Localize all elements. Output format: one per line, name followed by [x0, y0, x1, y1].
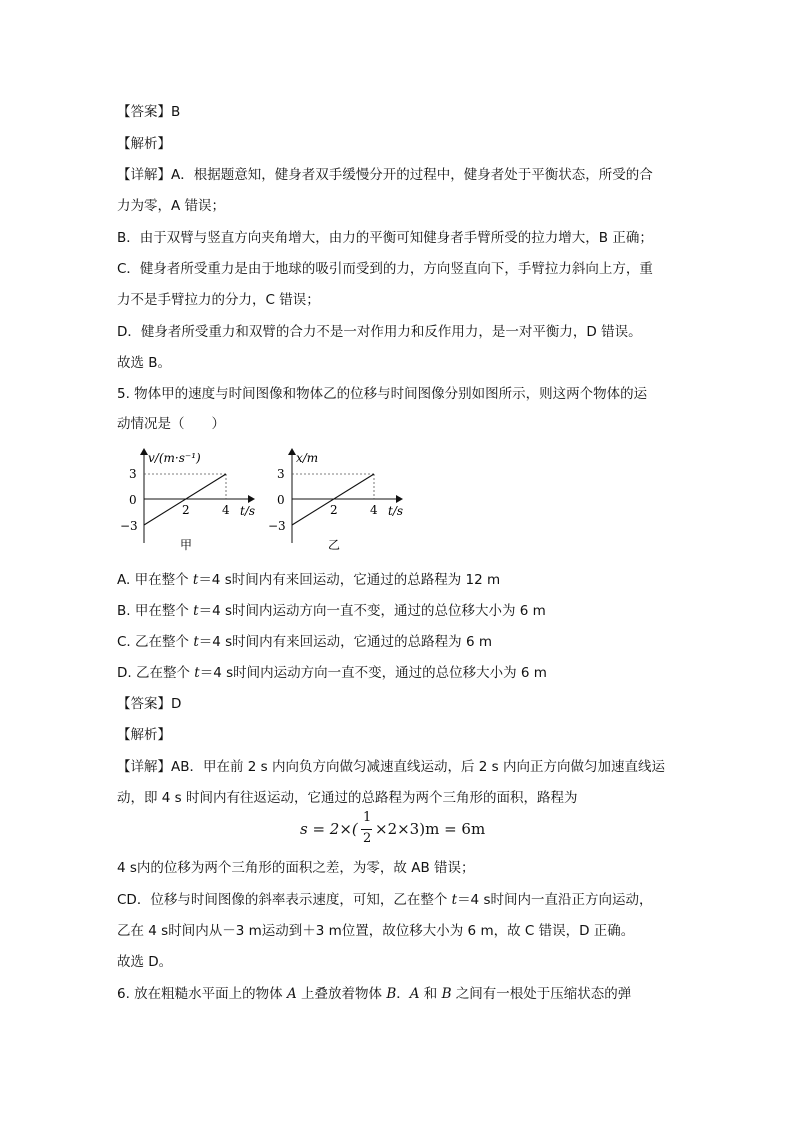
graph-jia-caption: 甲 — [180, 538, 193, 552]
q5-option-a-var: t — [192, 572, 199, 588]
graph-jia-y-tick-0: 0 — [129, 493, 137, 507]
q5-detail-4 — [117, 890, 677, 910]
graph-jia-y-label: v/(m·s⁻¹) — [148, 451, 201, 465]
graph-jia-x-label: t/s — [240, 504, 256, 518]
graph-yi-x-tick-2: 2 — [330, 503, 338, 517]
q5-option-a-prefix: A. 甲在整个 — [117, 572, 193, 588]
q5-detail-2: 动，即 4 s 时间内有往返运动，它通过的总路程为两个三角形的面积，路程为 — [117, 790, 578, 806]
q4-detail-3: B．由于双臂与竖直方向夹角增大，由力的平衡可知健身者手臂所受的拉力增大，B 正确； — [117, 230, 653, 246]
graph-yi-y-tick-3: 3 — [277, 467, 285, 481]
q4-detail-4: C．健身者所受重力是由于地球的吸引而受到的力，方向竖直向下，手臂拉力斜向上方，重 — [117, 261, 653, 277]
formula-fraction-bar — [361, 829, 372, 830]
q6-var-b2: B — [441, 986, 452, 1002]
q5-option-d-suffix: ＝4 s时间内运动方向一直不变，通过的总位移大小为 6 m — [199, 665, 547, 681]
q5-option-d — [117, 663, 677, 683]
q5-detail-1: 【详解】AB．甲在前 2 s 内向负方向做匀减速直线运动，后 2 s 内向正方向做匀加速直线运 — [117, 759, 665, 775]
graph-yi-y-label: x/m — [296, 451, 319, 465]
q6-var-b: B — [386, 986, 397, 1002]
graph-yi-y-tick-neg3: −3 — [268, 519, 286, 533]
q4-conclusion: 故选 B。 — [117, 355, 172, 371]
q5-stem-1: 5. 物体甲的速度与时间图像和物体乙的位移与时间图像分别如图所示，则这两个物体的运 — [117, 386, 648, 402]
q4-answer: 【答案】B — [117, 104, 181, 120]
q5-detail-3: 4 s内的位移为两个三角形的面积之差，为零，故 AB 错误； — [117, 860, 475, 876]
q4-detail-6: D．健身者所受重力和双臂的合力不是一对作用力和反作用力，是一对平衡力，D 错误。 — [117, 324, 642, 340]
q5-detail-4a: CD．位移与时间图像的斜率表示速度，可知，乙在整个 — [117, 892, 452, 908]
q5-graphs-figure — [118, 443, 418, 558]
graph-yi-y-tick-0: 0 — [277, 493, 285, 507]
q5-option-c-var: t — [193, 634, 199, 650]
q5-option-c-prefix: C. 乙在整个 — [117, 634, 194, 650]
graph-jia-y-tick-neg3: −3 — [120, 519, 138, 533]
graph-yi-caption: 乙 — [328, 538, 341, 552]
q6-stem-part-2: 上叠放着物体 — [296, 986, 387, 1002]
q5-option-b-prefix: B. 甲在整个 — [117, 603, 194, 619]
q5-analysis-label: 【解析】 — [117, 727, 171, 743]
q5-option-a — [117, 570, 677, 590]
q5-option-d-prefix: D. 乙在整个 — [117, 665, 195, 681]
formula-lhs: s = 2×( — [300, 820, 358, 838]
graph-yi-x-tick-4: 4 — [370, 503, 378, 517]
q4-analysis-label: 【解析】 — [117, 136, 171, 152]
q4-detail-5: 力不是手臂拉力的分力，C 错误； — [117, 292, 320, 308]
graph-yi — [268, 449, 403, 552]
q5-detail-5: 乙在 4 s时间内从－3 m运动到＋3 m位置，故位移大小为 6 m，故 C 错误，D 正确。 — [117, 923, 635, 939]
q5-stem-2: 动情况是（ ） — [117, 416, 225, 432]
q5-answer: 【答案】D — [117, 696, 182, 712]
q5-option-b-var: t — [193, 603, 199, 619]
q4-detail-2: 力为零，A 错误； — [117, 198, 226, 214]
q4-detail-1: 【详解】A．根据题意知，健身者双手缓慢分开的过程中，健身者处于平衡状态，所受的合 — [117, 167, 653, 183]
q6-var-a: A — [286, 986, 297, 1002]
graph-jia-x-tick-4: 4 — [222, 503, 230, 517]
q6-stem-part-3: ． — [396, 986, 410, 1002]
q6-stem-part-1: 6. 放在粗糙水平面上的物体 — [117, 986, 287, 1002]
q5-formula — [300, 810, 520, 850]
q6-stem-1 — [117, 984, 677, 1004]
graph-jia-x-tick-2: 2 — [182, 503, 190, 517]
q5-option-c — [117, 632, 677, 652]
q6-stem-part-5: 之间有一根处于压缩状态的弹 — [451, 986, 632, 1002]
q5-conclusion: 故选 D。 — [117, 954, 173, 970]
q5-detail-4-var: t — [451, 892, 458, 908]
formula-denominator: 2 — [363, 831, 372, 846]
formula-numerator: 1 — [363, 810, 372, 825]
q5-option-b — [117, 601, 677, 621]
q5-option-a-suffix: ＝4 s时间内有来回运动，它通过的总路程为 12 m — [198, 572, 501, 588]
formula-rhs: ×2×3)m = 6m — [375, 820, 486, 838]
q5-option-b-suffix: ＝4 s时间内运动方向一直不变，通过的总位移大小为 6 m — [198, 603, 546, 619]
graph-yi-x-label: t/s — [388, 504, 404, 518]
graph-jia — [120, 449, 255, 552]
graph-jia-y-tick-3: 3 — [129, 467, 137, 481]
q5-option-c-suffix: ＝4 s时间内有来回运动，它通过的总路程为 6 m — [198, 634, 492, 650]
q5-detail-4b: ＝4 s时间内一直沿正方向运动， — [457, 892, 653, 908]
q5-option-d-var: t — [194, 665, 200, 681]
q6-var-a2: A — [409, 986, 420, 1002]
q6-stem-part-4: 和 — [419, 986, 442, 1002]
